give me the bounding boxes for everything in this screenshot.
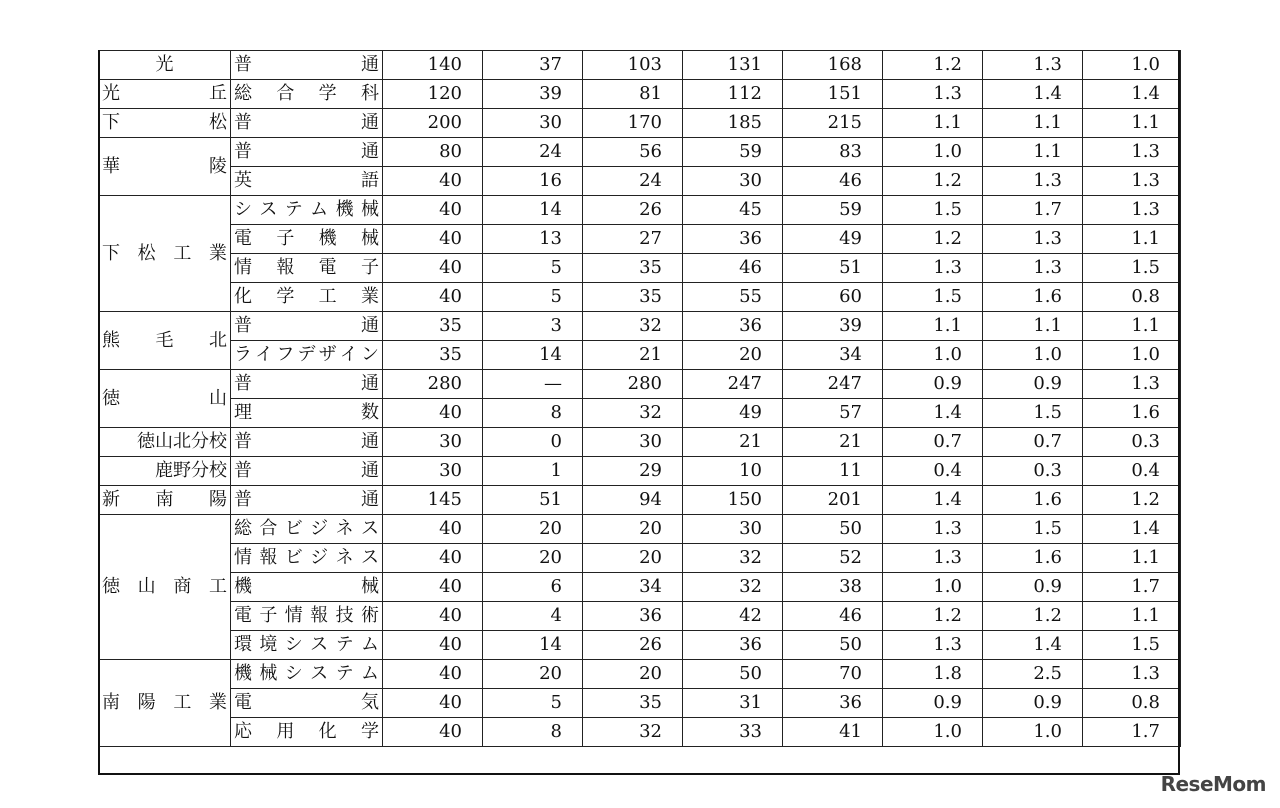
course-name-cell bbox=[231, 457, 383, 486]
value-cell-col3: 170 bbox=[583, 109, 683, 138]
table-row bbox=[99, 80, 1181, 109]
school-name: 徳 山 商 工 bbox=[102, 576, 227, 597]
school-name-cell bbox=[99, 80, 231, 109]
value-cell-col4: 31 bbox=[683, 689, 783, 718]
value-cell-col3: 27 bbox=[583, 225, 683, 254]
course-name-cell bbox=[231, 80, 383, 109]
value-cell-col6: 1.3 bbox=[883, 515, 983, 544]
value-cell-col7: 1.0 bbox=[983, 718, 1083, 747]
table-row bbox=[99, 225, 1181, 254]
course-name-cell bbox=[231, 370, 383, 399]
value-cell-col5: 247 bbox=[783, 370, 883, 399]
value-cell-col6: 1.0 bbox=[883, 718, 983, 747]
value-cell-col1: 40 bbox=[383, 544, 483, 573]
value-cell-col4: 10 bbox=[683, 457, 783, 486]
course-name: 普 通 bbox=[234, 431, 379, 452]
value-cell-col2: 5 bbox=[483, 254, 583, 283]
value-cell-col1: 120 bbox=[383, 80, 483, 109]
course-name-cell bbox=[231, 602, 383, 631]
value-cell-col8: 1.4 bbox=[1083, 80, 1181, 109]
value-cell-col4: 36 bbox=[683, 631, 783, 660]
value-cell-col3: 24 bbox=[583, 167, 683, 196]
value-cell-col5: 34 bbox=[783, 341, 883, 370]
value-cell-col8: 1.1 bbox=[1083, 312, 1181, 341]
value-cell-col7: 1.5 bbox=[983, 399, 1083, 428]
value-cell-col7: 1.1 bbox=[983, 109, 1083, 138]
value-cell-col2: 51 bbox=[483, 486, 583, 515]
value-cell-col6: 1.0 bbox=[883, 341, 983, 370]
school-name: 光 bbox=[155, 54, 174, 75]
value-cell-col5: 49 bbox=[783, 225, 883, 254]
value-cell-col4: 185 bbox=[683, 109, 783, 138]
value-cell-col4: 21 bbox=[683, 428, 783, 457]
course-name-cell bbox=[231, 341, 383, 370]
value-cell-col6: 1.1 bbox=[883, 109, 983, 138]
value-cell-col2: 39 bbox=[483, 80, 583, 109]
value-cell-col1: 40 bbox=[383, 167, 483, 196]
value-cell-col8: 1.0 bbox=[1083, 341, 1181, 370]
value-cell-col8: 1.3 bbox=[1083, 138, 1181, 167]
value-cell-col4: 30 bbox=[683, 515, 783, 544]
value-cell-col3: 35 bbox=[583, 689, 683, 718]
value-cell-col1: 280 bbox=[383, 370, 483, 399]
value-cell-col5: 83 bbox=[783, 138, 883, 167]
course-name: シ ス テ ム 機 械 bbox=[234, 199, 379, 220]
value-cell-col6: 1.4 bbox=[883, 486, 983, 515]
value-cell-col7: 1.4 bbox=[983, 80, 1083, 109]
value-cell-col3: 32 bbox=[583, 312, 683, 341]
value-cell-col1: 40 bbox=[383, 631, 483, 660]
course-name-cell bbox=[231, 515, 383, 544]
value-cell-col1: 40 bbox=[383, 718, 483, 747]
value-cell-col1: 200 bbox=[383, 109, 483, 138]
value-cell-col7: 1.3 bbox=[983, 254, 1083, 283]
value-cell-col6: 1.5 bbox=[883, 196, 983, 225]
value-cell-col3: 103 bbox=[583, 51, 683, 80]
value-cell-col5: 46 bbox=[783, 167, 883, 196]
value-cell-col1: 40 bbox=[383, 254, 483, 283]
value-cell-col7: 1.2 bbox=[983, 602, 1083, 631]
value-cell-col8: 1.6 bbox=[1083, 399, 1181, 428]
table-row bbox=[99, 341, 1181, 370]
course-name: 総 合 学 科 bbox=[234, 83, 379, 104]
school-name-cell bbox=[99, 138, 231, 196]
table-row bbox=[99, 515, 1181, 544]
value-cell-col2: 16 bbox=[483, 167, 583, 196]
course-name: 普 通 bbox=[234, 315, 379, 336]
value-cell-col6: 1.2 bbox=[883, 51, 983, 80]
value-cell-col1: 140 bbox=[383, 51, 483, 80]
value-cell-col1: 40 bbox=[383, 196, 483, 225]
school-name-cell bbox=[99, 196, 231, 312]
table-row bbox=[99, 312, 1181, 341]
school-name: 鹿野分校 bbox=[155, 460, 227, 481]
value-cell-col4: 20 bbox=[683, 341, 783, 370]
value-cell-col5: 215 bbox=[783, 109, 883, 138]
value-cell-col6: 0.4 bbox=[883, 457, 983, 486]
value-cell-col2: 14 bbox=[483, 341, 583, 370]
value-cell-col7: 0.9 bbox=[983, 370, 1083, 399]
school-name-cell bbox=[99, 515, 231, 660]
course-name-cell bbox=[231, 486, 383, 515]
value-cell-col1: 30 bbox=[383, 457, 483, 486]
value-cell-col2: 4 bbox=[483, 602, 583, 631]
value-cell-col1: 40 bbox=[383, 225, 483, 254]
value-cell-col3: 280 bbox=[583, 370, 683, 399]
course-name: 電 子 機 械 bbox=[234, 228, 379, 249]
value-cell-col4: 33 bbox=[683, 718, 783, 747]
value-cell-col7: 2.5 bbox=[983, 660, 1083, 689]
value-cell-col1: 40 bbox=[383, 573, 483, 602]
table-row bbox=[99, 457, 1181, 486]
value-cell-col4: 32 bbox=[683, 544, 783, 573]
value-cell-col7: 1.1 bbox=[983, 312, 1083, 341]
value-cell-col1: 40 bbox=[383, 660, 483, 689]
table-row bbox=[99, 718, 1181, 747]
course-name-cell bbox=[231, 312, 383, 341]
value-cell-col8: 0.8 bbox=[1083, 689, 1181, 718]
value-cell-col8: 1.1 bbox=[1083, 602, 1181, 631]
course-name-cell bbox=[231, 109, 383, 138]
value-cell-col8: 1.2 bbox=[1083, 486, 1181, 515]
value-cell-col3: 35 bbox=[583, 283, 683, 312]
course-name-cell bbox=[231, 138, 383, 167]
value-cell-col1: 40 bbox=[383, 602, 483, 631]
school-name: 南 陽 工 業 bbox=[102, 692, 227, 713]
value-cell-col2: — bbox=[483, 370, 583, 399]
value-cell-col3: 20 bbox=[583, 515, 683, 544]
value-cell-col4: 55 bbox=[683, 283, 783, 312]
value-cell-col7: 1.0 bbox=[983, 341, 1083, 370]
table-row bbox=[99, 602, 1181, 631]
course-name-cell bbox=[231, 544, 383, 573]
value-cell-col2: 8 bbox=[483, 399, 583, 428]
course-name-cell bbox=[231, 689, 383, 718]
value-cell-col1: 80 bbox=[383, 138, 483, 167]
value-cell-col5: 59 bbox=[783, 196, 883, 225]
value-cell-col2: 14 bbox=[483, 196, 583, 225]
school-name: 新 南 陽 bbox=[102, 489, 227, 510]
table-row bbox=[99, 138, 1181, 167]
value-cell-col5: 39 bbox=[783, 312, 883, 341]
enrollment-table-container bbox=[98, 50, 1180, 747]
value-cell-col3: 29 bbox=[583, 457, 683, 486]
value-cell-col5: 50 bbox=[783, 515, 883, 544]
value-cell-col7: 1.6 bbox=[983, 283, 1083, 312]
value-cell-col7: 1.5 bbox=[983, 515, 1083, 544]
value-cell-col8: 1.5 bbox=[1083, 631, 1181, 660]
course-name: 機 械 bbox=[234, 576, 379, 597]
value-cell-col2: 37 bbox=[483, 51, 583, 80]
course-name-cell bbox=[231, 225, 383, 254]
course-name-cell bbox=[231, 718, 383, 747]
course-name: 普 通 bbox=[234, 460, 379, 481]
table-row bbox=[99, 109, 1181, 138]
school-name-cell bbox=[99, 428, 231, 457]
table-row bbox=[99, 573, 1181, 602]
value-cell-col2: 13 bbox=[483, 225, 583, 254]
value-cell-col2: 14 bbox=[483, 631, 583, 660]
table-row bbox=[99, 689, 1181, 718]
value-cell-col3: 94 bbox=[583, 486, 683, 515]
school-name-cell bbox=[99, 486, 231, 515]
course-name-cell bbox=[231, 283, 383, 312]
enrollment-table bbox=[98, 50, 1181, 747]
value-cell-col4: 32 bbox=[683, 573, 783, 602]
course-name: 英 語 bbox=[234, 170, 379, 191]
course-name-cell bbox=[231, 631, 383, 660]
school-name-cell bbox=[99, 660, 231, 747]
value-cell-col5: 21 bbox=[783, 428, 883, 457]
value-cell-col8: 1.3 bbox=[1083, 196, 1181, 225]
value-cell-col6: 1.1 bbox=[883, 312, 983, 341]
course-name: 普 通 bbox=[234, 112, 379, 133]
value-cell-col7: 0.3 bbox=[983, 457, 1083, 486]
table-row bbox=[99, 660, 1181, 689]
value-cell-col8: 1.1 bbox=[1083, 109, 1181, 138]
value-cell-col7: 0.9 bbox=[983, 689, 1083, 718]
table-body bbox=[99, 51, 1181, 747]
value-cell-col2: 0 bbox=[483, 428, 583, 457]
value-cell-col2: 5 bbox=[483, 283, 583, 312]
value-cell-col4: 112 bbox=[683, 80, 783, 109]
value-cell-col8: 0.8 bbox=[1083, 283, 1181, 312]
value-cell-col8: 1.5 bbox=[1083, 254, 1181, 283]
value-cell-col3: 32 bbox=[583, 399, 683, 428]
value-cell-col1: 40 bbox=[383, 283, 483, 312]
value-cell-col6: 1.3 bbox=[883, 80, 983, 109]
value-cell-col1: 30 bbox=[383, 428, 483, 457]
value-cell-col8: 1.1 bbox=[1083, 544, 1181, 573]
value-cell-col4: 50 bbox=[683, 660, 783, 689]
school-name-cell bbox=[99, 51, 231, 80]
course-name-cell bbox=[231, 573, 383, 602]
course-name: 環 境 シ ス テ ム bbox=[234, 634, 379, 655]
resemom-logo: ReseMom bbox=[1160, 772, 1266, 796]
course-name: 普 通 bbox=[234, 489, 379, 510]
value-cell-col2: 20 bbox=[483, 544, 583, 573]
value-cell-col7: 1.3 bbox=[983, 167, 1083, 196]
value-cell-col6: 1.0 bbox=[883, 573, 983, 602]
value-cell-col8: 0.3 bbox=[1083, 428, 1181, 457]
value-cell-col7: 1.4 bbox=[983, 631, 1083, 660]
value-cell-col1: 40 bbox=[383, 515, 483, 544]
value-cell-col4: 247 bbox=[683, 370, 783, 399]
value-cell-col3: 20 bbox=[583, 660, 683, 689]
value-cell-col5: 38 bbox=[783, 573, 883, 602]
value-cell-col3: 56 bbox=[583, 138, 683, 167]
value-cell-col6: 1.3 bbox=[883, 631, 983, 660]
school-name: 下 松 工 業 bbox=[102, 242, 227, 264]
value-cell-col6: 1.8 bbox=[883, 660, 983, 689]
school-name: 熊 毛 北 bbox=[102, 329, 227, 351]
value-cell-col2: 8 bbox=[483, 718, 583, 747]
value-cell-col7: 1.6 bbox=[983, 544, 1083, 573]
value-cell-col4: 30 bbox=[683, 167, 783, 196]
value-cell-col3: 35 bbox=[583, 254, 683, 283]
table-row bbox=[99, 631, 1181, 660]
value-cell-col5: 51 bbox=[783, 254, 883, 283]
value-cell-col6: 1.5 bbox=[883, 283, 983, 312]
value-cell-col8: 1.7 bbox=[1083, 573, 1181, 602]
value-cell-col4: 131 bbox=[683, 51, 783, 80]
value-cell-col8: 1.3 bbox=[1083, 660, 1181, 689]
value-cell-col1: 40 bbox=[383, 689, 483, 718]
course-name: 普 通 bbox=[234, 54, 379, 75]
value-cell-col6: 1.3 bbox=[883, 544, 983, 573]
value-cell-col7: 1.3 bbox=[983, 51, 1083, 80]
value-cell-col6: 0.9 bbox=[883, 370, 983, 399]
value-cell-col3: 26 bbox=[583, 631, 683, 660]
course-name: 理 数 bbox=[234, 402, 379, 423]
value-cell-col8: 1.3 bbox=[1083, 370, 1181, 399]
value-cell-col1: 35 bbox=[383, 341, 483, 370]
value-cell-col5: 36 bbox=[783, 689, 883, 718]
course-name: 電 気 bbox=[234, 692, 379, 713]
table-row bbox=[99, 254, 1181, 283]
school-name-cell bbox=[99, 370, 231, 428]
value-cell-col8: 1.1 bbox=[1083, 225, 1181, 254]
value-cell-col4: 150 bbox=[683, 486, 783, 515]
value-cell-col7: 1.3 bbox=[983, 225, 1083, 254]
value-cell-col5: 201 bbox=[783, 486, 883, 515]
table-row bbox=[99, 486, 1181, 515]
value-cell-col6: 0.7 bbox=[883, 428, 983, 457]
school-name-cell bbox=[99, 457, 231, 486]
course-name: 電 子 情 報 技 術 bbox=[234, 605, 379, 626]
value-cell-col3: 81 bbox=[583, 80, 683, 109]
school-name: 光 丘 bbox=[102, 83, 227, 104]
value-cell-col6: 1.2 bbox=[883, 225, 983, 254]
value-cell-col1: 145 bbox=[383, 486, 483, 515]
value-cell-col4: 59 bbox=[683, 138, 783, 167]
value-cell-col8: 0.4 bbox=[1083, 457, 1181, 486]
school-name: 華 陵 bbox=[102, 155, 227, 177]
value-cell-col2: 5 bbox=[483, 689, 583, 718]
value-cell-col2: 1 bbox=[483, 457, 583, 486]
course-name-cell bbox=[231, 254, 383, 283]
course-name-cell bbox=[231, 399, 383, 428]
course-name-cell bbox=[231, 51, 383, 80]
value-cell-col5: 11 bbox=[783, 457, 883, 486]
table-row bbox=[99, 51, 1181, 80]
value-cell-col4: 49 bbox=[683, 399, 783, 428]
school-name-cell bbox=[99, 312, 231, 370]
value-cell-col3: 34 bbox=[583, 573, 683, 602]
table-row bbox=[99, 196, 1181, 225]
value-cell-col5: 151 bbox=[783, 80, 883, 109]
value-cell-col4: 45 bbox=[683, 196, 783, 225]
course-name-cell bbox=[231, 196, 383, 225]
value-cell-col5: 60 bbox=[783, 283, 883, 312]
table-row bbox=[99, 544, 1181, 573]
value-cell-col5: 41 bbox=[783, 718, 883, 747]
school-name: 下 松 bbox=[102, 112, 227, 133]
school-name-cell bbox=[99, 109, 231, 138]
value-cell-col6: 1.2 bbox=[883, 602, 983, 631]
value-cell-col3: 32 bbox=[583, 718, 683, 747]
value-cell-col6: 0.9 bbox=[883, 689, 983, 718]
value-cell-col4: 46 bbox=[683, 254, 783, 283]
value-cell-col5: 70 bbox=[783, 660, 883, 689]
table-row bbox=[99, 399, 1181, 428]
table-row bbox=[99, 370, 1181, 399]
value-cell-col8: 1.7 bbox=[1083, 718, 1181, 747]
course-name: 機 械 シ ス テ ム bbox=[234, 663, 379, 684]
value-cell-col3: 36 bbox=[583, 602, 683, 631]
course-name-cell bbox=[231, 660, 383, 689]
value-cell-col5: 168 bbox=[783, 51, 883, 80]
course-name-cell bbox=[231, 167, 383, 196]
value-cell-col1: 40 bbox=[383, 399, 483, 428]
value-cell-col4: 36 bbox=[683, 225, 783, 254]
value-cell-col7: 0.7 bbox=[983, 428, 1083, 457]
school-name: 徳山北分校 bbox=[137, 431, 227, 452]
value-cell-col6: 1.2 bbox=[883, 167, 983, 196]
value-cell-col7: 1.1 bbox=[983, 138, 1083, 167]
course-name: 情 報 電 子 bbox=[234, 257, 379, 278]
value-cell-col5: 46 bbox=[783, 602, 883, 631]
value-cell-col7: 1.7 bbox=[983, 196, 1083, 225]
value-cell-col2: 24 bbox=[483, 138, 583, 167]
course-name-cell bbox=[231, 428, 383, 457]
value-cell-col6: 1.3 bbox=[883, 254, 983, 283]
course-name: 普 通 bbox=[234, 373, 379, 394]
value-cell-col3: 20 bbox=[583, 544, 683, 573]
value-cell-col3: 21 bbox=[583, 341, 683, 370]
value-cell-col4: 42 bbox=[683, 602, 783, 631]
value-cell-col1: 35 bbox=[383, 312, 483, 341]
value-cell-col6: 1.0 bbox=[883, 138, 983, 167]
value-cell-col2: 3 bbox=[483, 312, 583, 341]
table-row bbox=[99, 283, 1181, 312]
table-row bbox=[99, 167, 1181, 196]
value-cell-col7: 1.6 bbox=[983, 486, 1083, 515]
value-cell-col5: 50 bbox=[783, 631, 883, 660]
value-cell-col6: 1.4 bbox=[883, 399, 983, 428]
course-name: 化 学 工 業 bbox=[234, 286, 379, 307]
value-cell-col5: 57 bbox=[783, 399, 883, 428]
school-name: 徳 山 bbox=[102, 387, 227, 409]
value-cell-col3: 30 bbox=[583, 428, 683, 457]
value-cell-col8: 1.4 bbox=[1083, 515, 1181, 544]
course-name: 情 報 ビ ジ ネ ス bbox=[234, 547, 379, 568]
value-cell-col8: 1.0 bbox=[1083, 51, 1181, 80]
value-cell-col5: 52 bbox=[783, 544, 883, 573]
value-cell-col8: 1.3 bbox=[1083, 167, 1181, 196]
course-name: 普 通 bbox=[234, 141, 379, 162]
course-name: 応 用 化 学 bbox=[234, 721, 379, 742]
value-cell-col2: 6 bbox=[483, 573, 583, 602]
table-row bbox=[99, 428, 1181, 457]
course-name: 総 合 ビ ジ ネ ス bbox=[234, 518, 379, 539]
course-name: ラ イ フ デ ザ イ ン bbox=[234, 344, 379, 365]
value-cell-col2: 20 bbox=[483, 515, 583, 544]
value-cell-col3: 26 bbox=[583, 196, 683, 225]
value-cell-col7: 0.9 bbox=[983, 573, 1083, 602]
value-cell-col2: 30 bbox=[483, 109, 583, 138]
value-cell-col4: 36 bbox=[683, 312, 783, 341]
value-cell-col2: 20 bbox=[483, 660, 583, 689]
